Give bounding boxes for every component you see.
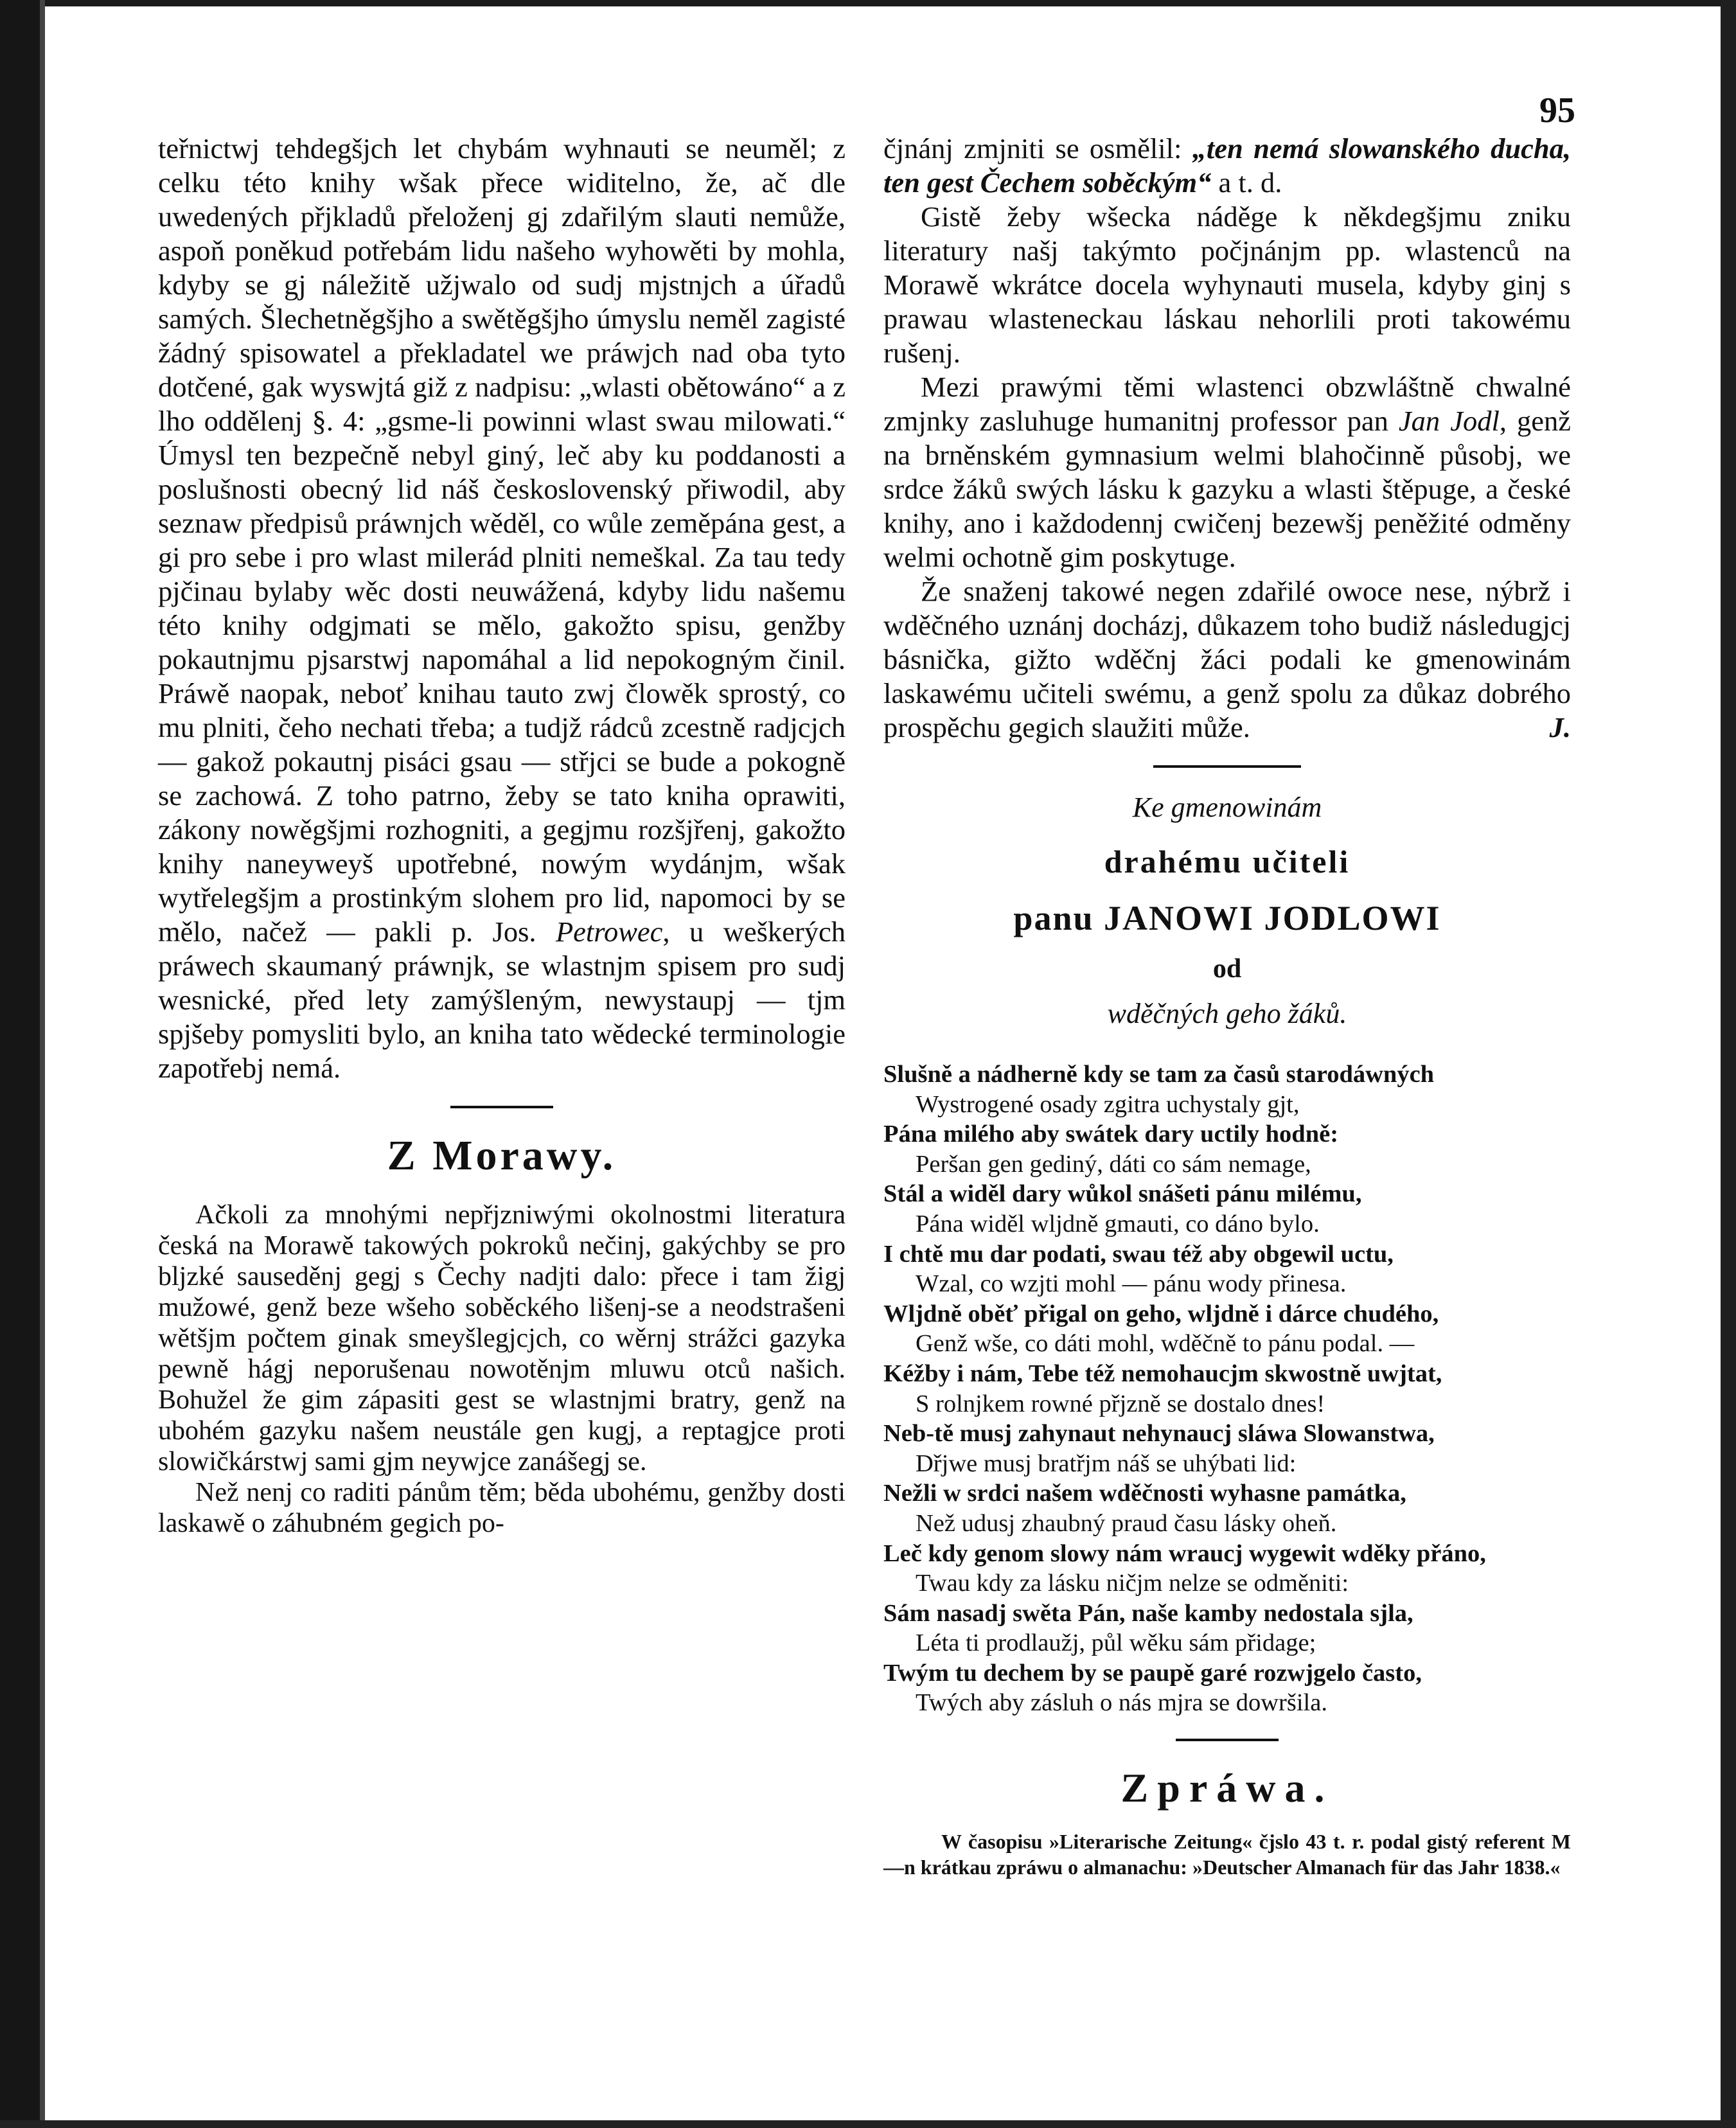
right-paragraph-1-text-b: a t. d. [1211, 166, 1282, 199]
right-paragraph-3 [883, 370, 1571, 574]
signature-initial: J. [1549, 711, 1571, 743]
poem-line: Twým tu dechem by se paupě garé rozwjgelo často, [883, 1659, 1422, 1687]
page-number: 95 [1539, 91, 1575, 130]
left-paragraph-1-text-b: , u weškerých práwech skaumaný práwnjk, se wlastnjm spisem pro sudj wesnické, před lety zamýšleným, newystaupj — tjm spjšeby pomysliti bylo, an kniha tato wědecké terminologie zapotřebj nemá. [158, 916, 846, 1084]
scan-left-edge [0, 0, 45, 2128]
report-title: Zpráwa. [1120, 1765, 1334, 1811]
poem-heading-line-1: Ke gmenowinám [1132, 792, 1322, 823]
left-paragraph-3: Než nenj co raditi pánům těm; běda ubohému, genžby dosti laskawě o záhubném gegich po- [158, 1478, 846, 1538]
poem-line: Peršan gen gediný, dáti co sám nemage, [916, 1150, 1311, 1178]
left-paragraph-1-text-a: teřnictwj tehdegšjch let chybám wyhnauti se neuměl; z celku této knihy wšak přece widitelno, že, ač dle uwedených přjkladů přeloženj gj zdařilým slauti nemůže, aspoň poněkud potřebám lidu našeho wyhowěti by mohla, kdyby se gj náležitě užjwalo od sudj mjstnjch a úřadů samých. Šlechetněgšjho a swětěgšjho úmyslu neměl zagisté žádný spisowatel a překladatel we práwjch nad oba tyto dotčené, gak wyswjtá giž z nadpisu: „wlasti obětowáno“ a z lho oddělenj §. 4: „gsme-li powinni wlast swau milowati.“ Úmysl ten bezpečně nebyl giný, leč aby ku poddanosti a poslušnosti obecný lid náš československý přiwodil, aby seznaw předpisů práwnjch wěděl, co wůle zeměpána gest, a gi pro sebe i pro wlast milerád plniti nemeškal. Za tau tedy pjčinau bylaby wěc dosti neuwážená, kdyby lidu našemu této knihy odgjmati se mělo, gakožto spisu, genžby pokautnjmu pjsarstwj napomáhal a lid nepokogným činil. Práwě naopak, neboť knihau tauto zwj člowěk sprostý, co mu plniti, čeho nechati třeba; a tudjž rádců zcestně radjcjch — gakož pokautnj pisáci gsau — střjci se bude a pokogně se zachowá. Z toho patrno, žeby se tato kniha oprawiti, zákony nowěgšjmi rozhogniti, a gegjmu rozšjřenj, gakožto knihy naneyweyš upotřebné, nowým wydánjm, wšak wytřelegšjm a prostinkým slohem pro lid, napomoci by se mělo, načež — pakli p. Jos. [158, 132, 846, 948]
right-paragraph-3-text-a: Mezi prawými těmi wlastenci obzwláštně chwalné zmjnky zasluhuge humanitnj professor pan [883, 371, 1571, 437]
poem-line: Genž wše, co dáti mohl, wděčně to pánu podal. — [916, 1330, 1415, 1358]
quoted-phrase: „ten nemá slowanského ducha, ten gest Čechem soběckým“ [883, 132, 1571, 199]
left-paragraph-1 [158, 132, 846, 1085]
right-paragraph-1-text-a: čjnánj zmjniti se osmělil: [883, 132, 1192, 164]
poem-line: Wzal, co wzjti mohl — pánu wody přinesa. [916, 1270, 1347, 1298]
scan-binding-shadow [40, 0, 45, 2128]
poem-line: Neb-tě musj zahynaut nehynaucj sláwa Slowanstwa, [883, 1420, 1435, 1448]
poem-divider [1153, 765, 1301, 768]
poem-line: Pána milého aby swátek dary uctily hodně: [883, 1121, 1339, 1148]
poem-line: Stál a widěl dary wůkol snášeti pánu milému, [883, 1180, 1362, 1208]
poem [883, 1060, 1571, 1718]
poem-line: Twau kdy za lásku ničjm nelze se odměniti: [916, 1570, 1349, 1597]
scan-right-edge [1721, 0, 1736, 2128]
poem-heading-line-4: od [1212, 954, 1242, 984]
poem-heading-line-2: drahému učiteli [1104, 844, 1351, 880]
poem-line: Leč kdy genom slowy nám wraucj wygewit wděky přáno, [883, 1539, 1486, 1567]
name-jan-jodl: Jan Jodl [1398, 405, 1500, 437]
poem-heading [883, 791, 1571, 1030]
poem-line: S rolnjkem rowné přjzně se dostalo dnes! [916, 1390, 1325, 1417]
poem-line: Než udusj zhaubný praud času lásky oheň. [916, 1509, 1337, 1537]
poem-line: Slušně a nádherně kdy se tam za časů starodáwných [883, 1061, 1435, 1088]
section-divider [450, 1106, 553, 1108]
poem-heading-line-5: wděčných geho žáků. [1107, 998, 1347, 1029]
left-column [158, 132, 846, 1539]
section-title: Z Morawy. [387, 1132, 617, 1179]
right-paragraph-4-text: Že snaženj takowé negen zdařilé owoce nese, nýbrž i wděčného uznánj docházj, důkazem toho budiž následugjcj básnička, gižto wděčnj žáci podali ke gmenowinám laskawému učiteli swému, a genž spolu za důkaz dobrého prospěchu gegich slaužiti může. [883, 575, 1571, 743]
poem-line: Wljdně oběť přigal on geho, wljdně i dárce chudého, [883, 1300, 1439, 1327]
poem-line: Léta ti prodlaužj, půl wěku sám přidage; [916, 1629, 1316, 1657]
right-column [883, 132, 1571, 1880]
poem-line: Pána widěl wljdně gmauti, co dáno bylo. [916, 1210, 1320, 1237]
poem-line: Kéžby i nám, Tebe též nemohaucjm skwostně uwjtat, [883, 1360, 1442, 1387]
poem-line: Nežli w srdci našem wděčnosti wyhasne památka, [883, 1480, 1406, 1507]
poem-line: Dřjwe musj bratřjm náš se uhýbati lid: [916, 1450, 1297, 1477]
poem-heading-line-3: panu JANOWI JODLOWI [1013, 899, 1441, 937]
left-paragraph-2: Ačkoli za mnohými nepřjzniwými okolnostmi literatura česká na Morawě takowých pokroků nečinj, gakýchby se pro bljzké sauseděnj gegj s Čechy nadjti dalo: přece i tam žigj mužowé, genž beze wšeho soběckého lišenj-se a neodstrašeni wětšjm počtem ginak smeyšlegjcjch, co wěrnj strážci gazyka pewně hágj neporušenau nowotěnjm mluwu otců našich. Bohužel že gim zápasiti gest se wlastnjmi bratry, genž na ubohém gazyku našem neustále gen kugj, a reptagjce proti slowičkárstwj sami gjm neywjce zanášegj se. [158, 1200, 846, 1476]
report-text: W časopisu »Literarische Zeitung« čjslo 43 t. r. podal gistý referent M—n krátkau zpráwu o almanachu: »Deutscher Almanach für das Jahr 1838.« [883, 1830, 1571, 1879]
report-divider [1176, 1739, 1279, 1741]
poem-line: Twých aby zásluh o nás mjra se dowršila. [916, 1689, 1327, 1717]
right-paragraph-3-text-b: , genž na brněnském gymnasium welmi blahočinně působj, we srdce žáků swých lásku k gazyku a wlasti štěpuge, a české knihy, ano i každodennj cwičenj bezewšj peněžité odměny welmi ochotně gim poskytuge. [883, 405, 1571, 573]
scan-bottom-edge [0, 2120, 1736, 2128]
poem-line: Wystrogené osady zgitra uchystaly gjt, [916, 1090, 1300, 1118]
poem-line: I chtě mu dar podati, swau též aby obgewil uctu, [883, 1240, 1394, 1268]
name-petrowec: Petrowec [556, 916, 663, 948]
scan-top-edge [0, 0, 1736, 6]
right-paragraph-2: Gistě žeby wšecka náděge k někdegšjmu zniku literatury našj takýmto počjnánjm pp. wlastenců na Morawě wkrátce docela wyhynauti musela, kdyby ginj s prawau wlasteneckau láskau nehorlili proti takowému rušenj. [883, 200, 1571, 369]
right-paragraph-1 [883, 132, 1571, 200]
right-paragraph-4 [883, 574, 1571, 745]
poem-line: Sám nasadj swěta Pán, naše kamby nedostala sjla, [883, 1599, 1413, 1627]
